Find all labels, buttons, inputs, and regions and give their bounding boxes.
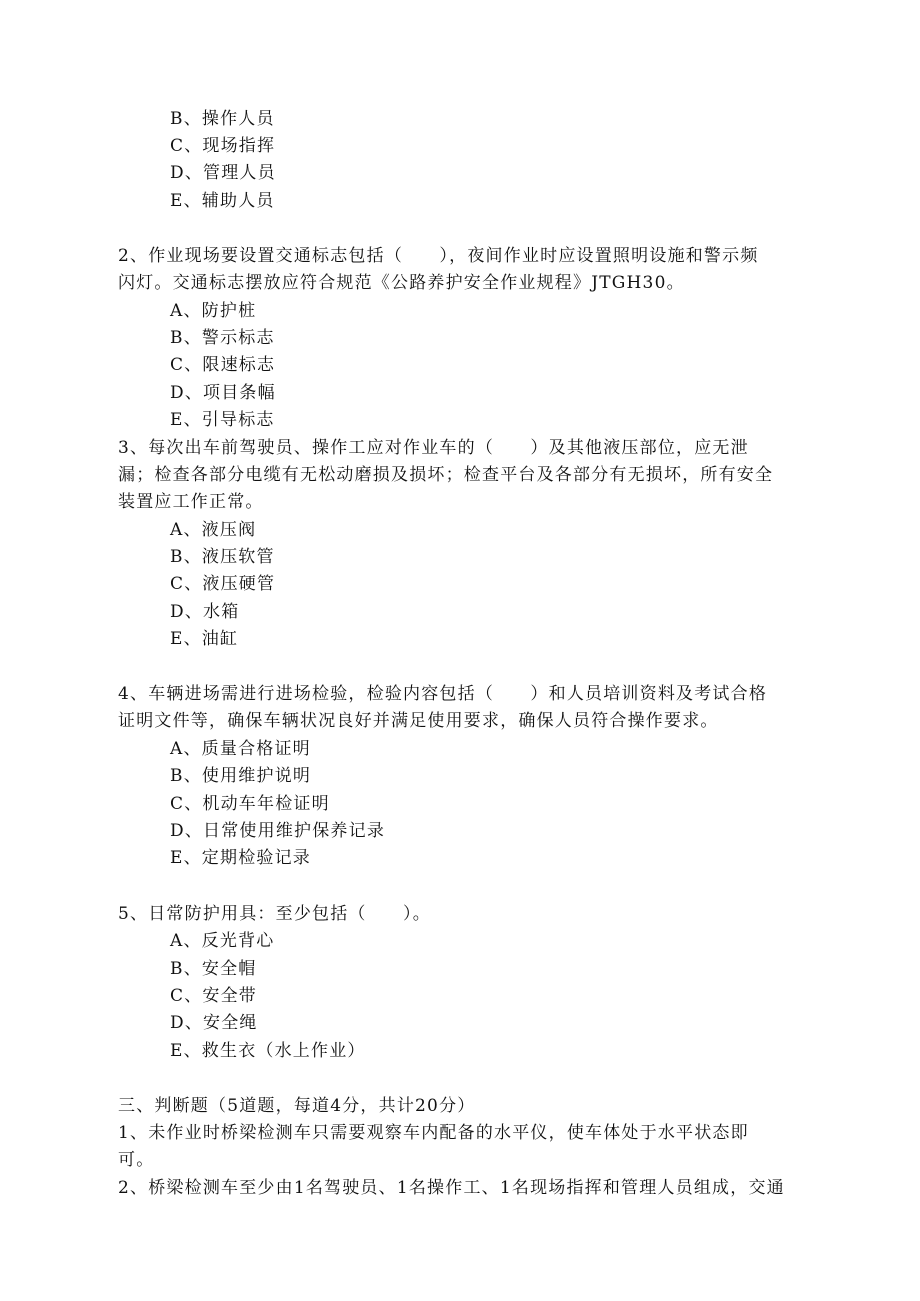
option-e: E、定期检验记录 bbox=[170, 848, 312, 868]
section-heading: 三、判断题（5道题，每道4分，共计20分） bbox=[118, 1096, 476, 1116]
option-e: E、油缸 bbox=[170, 629, 239, 649]
option-b: B、警示标志 bbox=[170, 328, 275, 348]
tf-item-1-text: 1、未作业时桥梁检测车只需要观察车内配备的水平仪，使车体处于水平状态即 bbox=[118, 1123, 749, 1143]
question-4-text: 证明文件等，确保车辆状况良好并满足使用要求，确保人员符合操作要求。 bbox=[118, 711, 719, 731]
option-e: E、救生衣（水上作业） bbox=[170, 1041, 366, 1061]
option-c: C、限速标志 bbox=[170, 355, 276, 375]
tf-item-1-text: 可。 bbox=[118, 1150, 155, 1170]
option-d: D、安全绳 bbox=[170, 1013, 258, 1033]
question-3-text: 3、每次出车前驾驶员、操作工应对作业车的（ ）及其他液压部位，应无泄 bbox=[118, 438, 749, 458]
question-2-text: 2、作业现场要设置交通标志包括（ ），夜间作业时应设置照明设施和警示频 bbox=[118, 246, 759, 266]
question-5-text: 5、日常防护用具：至少包括（ ）。 bbox=[118, 904, 431, 924]
option-b: B、使用维护说明 bbox=[170, 766, 312, 786]
option-e: E、辅助人员 bbox=[170, 191, 275, 211]
question-3-text: 装置应工作正常。 bbox=[118, 492, 264, 512]
option-d: D、日常使用维护保养记录 bbox=[170, 821, 386, 841]
option-d: D、项目条幅 bbox=[170, 383, 276, 403]
option-d: D、水箱 bbox=[170, 602, 240, 622]
option-d: D、管理人员 bbox=[170, 163, 276, 183]
option-a: A、液压阀 bbox=[170, 520, 257, 540]
option-e: E、引导标志 bbox=[170, 410, 275, 430]
option-a: A、防护桩 bbox=[170, 301, 257, 321]
option-c: C、安全带 bbox=[170, 986, 258, 1006]
option-b: B、液压软管 bbox=[170, 547, 275, 567]
question-3-text: 漏；检查各部分电缆有无松动磨损及损坏；检查平台及各部分有无损坏，所有安全 bbox=[118, 465, 774, 485]
option-c: C、机动车年检证明 bbox=[170, 794, 330, 814]
tf-item-2-text: 2、桥梁检测车至少由1名驾驶员、1名操作工、1名现场指挥和管理人员组成，交通 bbox=[118, 1178, 785, 1198]
option-c: C、现场指挥 bbox=[170, 136, 276, 156]
option-b: B、操作人员 bbox=[170, 109, 275, 129]
question-4-text: 4、车辆进场需进行进场检验，检验内容包括（ ）和人员培训资料及考试合格 bbox=[118, 684, 768, 704]
option-a: A、反光背心 bbox=[170, 931, 275, 951]
option-c: C、液压硬管 bbox=[170, 574, 276, 594]
question-2-text: 闪灯。交通标志摆放应符合规范《公路养护安全作业规程》JTGH30。 bbox=[118, 273, 685, 293]
option-b: B、安全帽 bbox=[170, 959, 257, 979]
option-a: A、质量合格证明 bbox=[170, 739, 311, 759]
